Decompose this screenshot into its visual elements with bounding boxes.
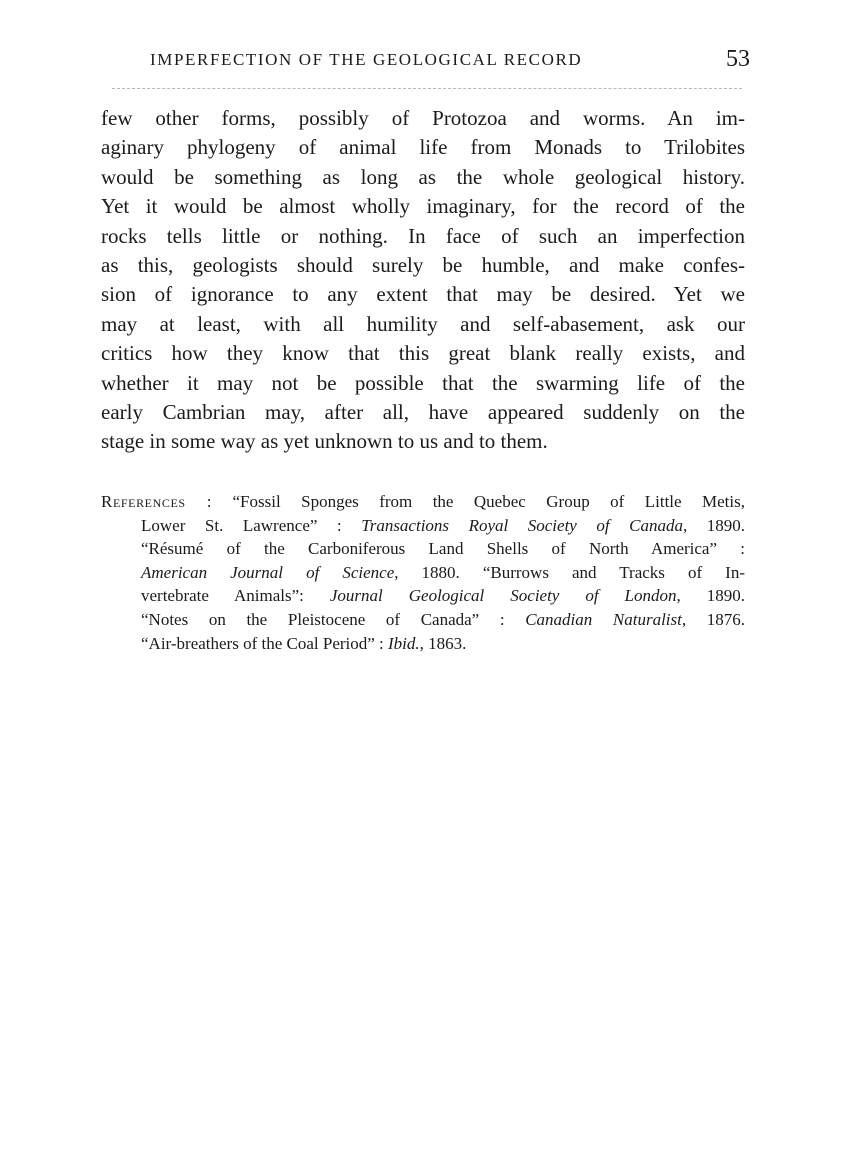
body-line: as this, geologists should surely be humble, and make confes- <box>101 252 745 277</box>
running-title: IMPERFECTION OF THE GEOLOGICAL RECORD <box>150 50 583 69</box>
reference-segment: , 1890. <box>682 515 745 535</box>
reference-segment: , 1890. <box>676 586 746 606</box>
reference-segment: , 1876. <box>681 609 745 629</box>
reference-line <box>101 561 745 585</box>
reference-line <box>101 608 745 632</box>
body-line: rocks tells little or nothing. In face of such an imperfection <box>101 223 745 248</box>
reference-line <box>101 537 745 561</box>
body-line: few other forms, possibly of Protozoa and worms. An im- <box>101 106 745 130</box>
reference-journal-title: American Journal of Science <box>141 562 395 582</box>
reference-line <box>101 584 745 608</box>
reference-segment: , 1880. “Burrows and Tracks of In- <box>394 562 745 582</box>
reference-journal-title: Ibid. <box>388 633 420 653</box>
body-line: Yet it would be almost wholly imaginary, for the record of the <box>101 194 745 219</box>
reference-segment: “Air-breathers of the Coal Period” : <box>141 633 389 653</box>
body-paragraph <box>101 104 745 457</box>
reference-segment: “Fossil Sponges from the Quebec Group of Little Metis, <box>212 492 745 511</box>
body-line: would be something as long as the whole geological history. <box>101 164 745 189</box>
body-line: aginary phylogeny of animal life from Monads to Trilobites <box>101 135 745 160</box>
reference-journal-title: Transactions Royal Society of Canada <box>361 515 683 535</box>
reference-segment: Lower St. Lawrence” : <box>141 515 362 535</box>
body-line: early Cambrian may, after all, have appeared suddenly on the <box>101 399 745 424</box>
body-line: sion of ignorance to any extent that may be desired. Yet we <box>101 282 745 307</box>
running-head <box>150 46 750 76</box>
reference-segment: , 1863. <box>419 633 467 653</box>
reference-line <box>101 514 745 538</box>
reference-line <box>101 490 745 514</box>
reference-line <box>101 632 745 656</box>
reference-segment: vertebrate Animals”: <box>141 586 330 606</box>
body-line: stage in some way as yet unknown to us and to them. <box>101 429 548 454</box>
header-rule <box>112 88 742 89</box>
reference-segment: “Résumé of the Carboniferous Land Shells of North America” : <box>141 539 745 559</box>
body-line: may at least, with all humility and self-abasement, ask our <box>101 311 745 336</box>
reference-journal-title: Journal Geological Society of London <box>329 586 677 606</box>
references-section <box>101 490 745 655</box>
references-label: References : <box>101 492 213 511</box>
reference-segment: “Notes on the Pleistocene of Canada” : <box>141 609 526 629</box>
body-line: critics how they know that this great blank really exists, and <box>101 341 745 366</box>
page-number: 53 <box>726 46 750 72</box>
body-line: whether it may not be possible that the swarming life of the <box>101 370 745 395</box>
reference-journal-title: Canadian Naturalist <box>525 609 682 629</box>
